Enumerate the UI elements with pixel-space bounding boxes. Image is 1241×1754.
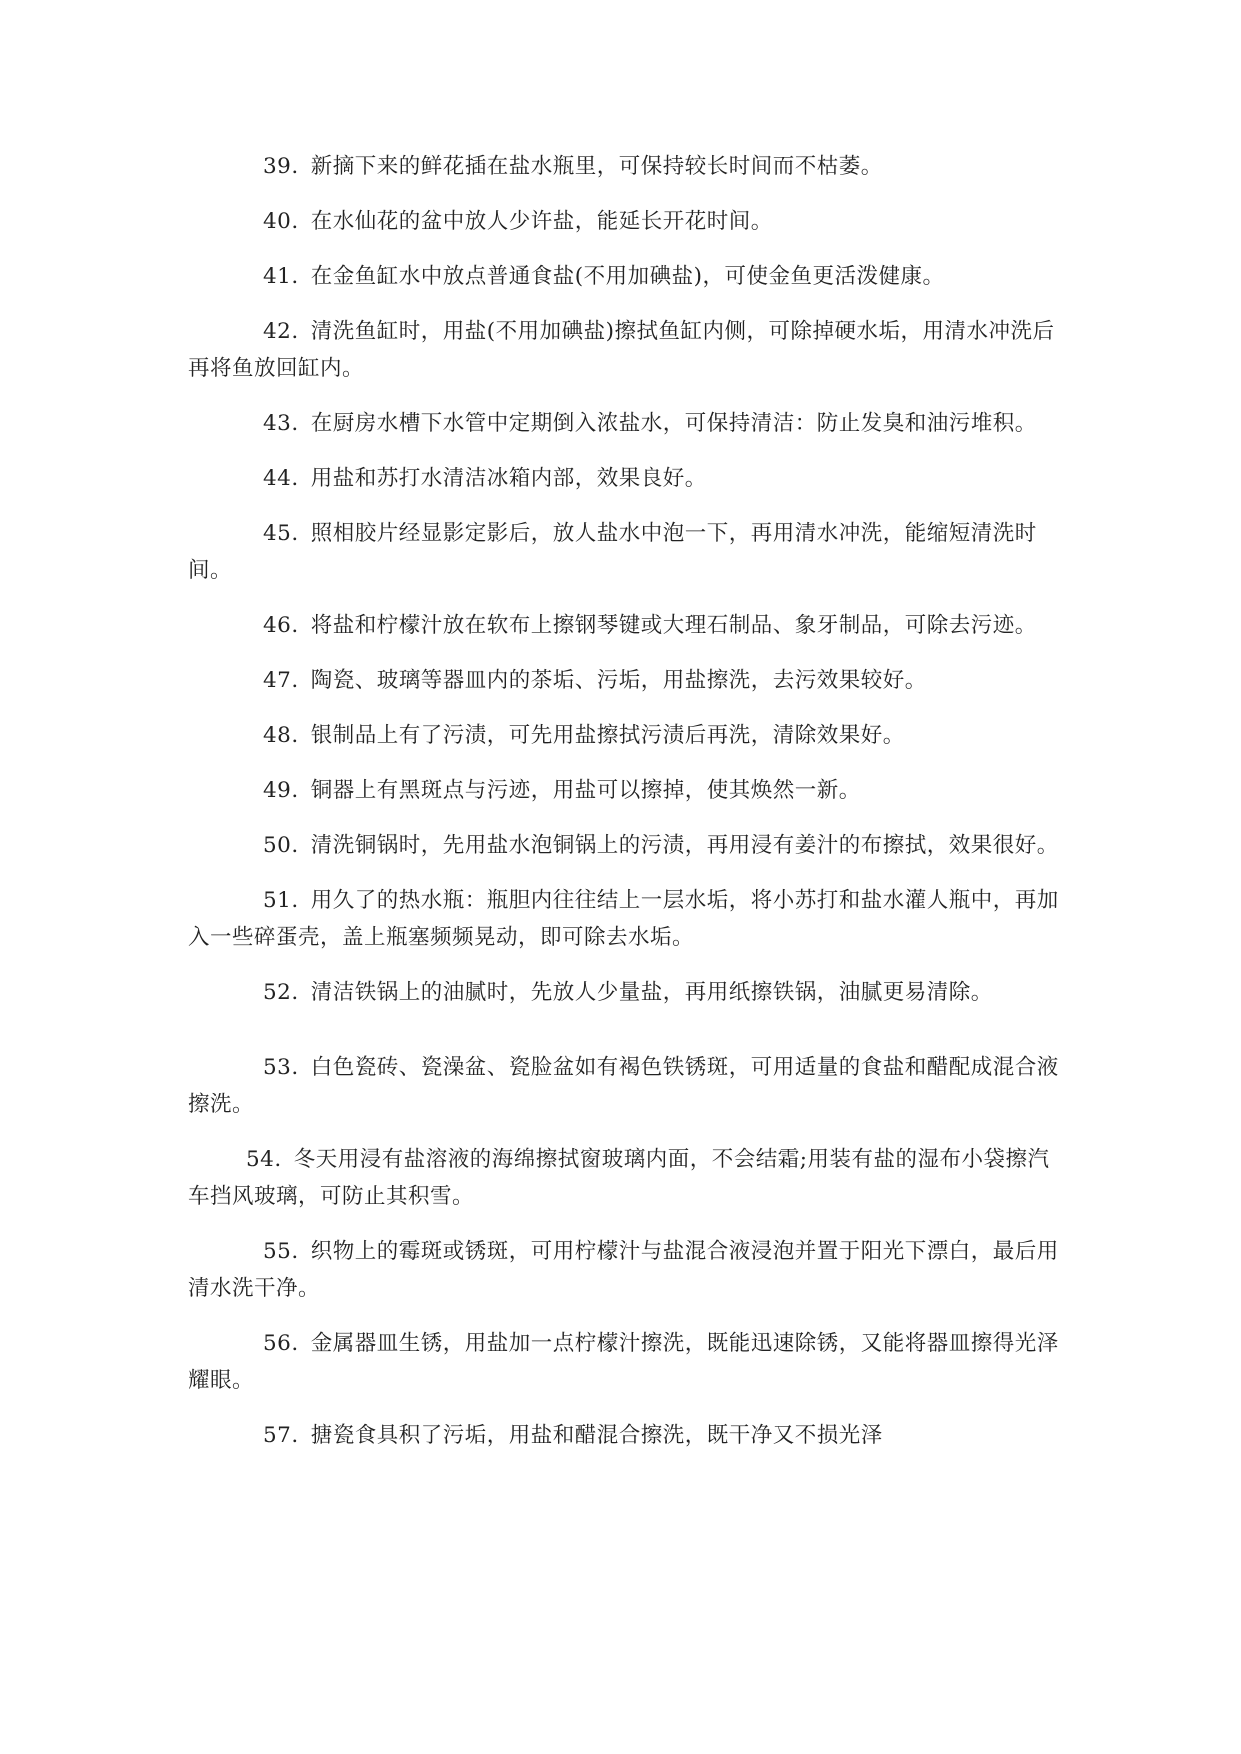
item-number: 43. bbox=[263, 411, 299, 436]
item-number: 47. bbox=[263, 668, 299, 693]
list-item bbox=[188, 662, 1068, 699]
item-text: 铜器上有黑斑点与污迹，用盐可以擦掉，使其焕然一新。 bbox=[310, 778, 861, 803]
item-text: 清洗铜锅时，先用盐水泡铜锅上的污渍，再用浸有姜汁的布擦拭，效果很好。 bbox=[310, 833, 1059, 858]
list-item bbox=[188, 515, 1068, 589]
item-number: 41. bbox=[263, 264, 299, 289]
item-text: 将盐和柠檬汁放在软布上擦钢琴键或大理石制品、象牙制品，可除去污迹。 bbox=[310, 613, 1037, 638]
item-number: 40. bbox=[263, 209, 299, 234]
item-text: 在厨房水槽下水管中定期倒入浓盐水，可保持清洁：防止发臭和油污堆积。 bbox=[310, 411, 1037, 436]
list-item bbox=[188, 1417, 1068, 1454]
list-item bbox=[188, 1141, 1068, 1215]
list-item bbox=[188, 717, 1068, 754]
list-item bbox=[188, 772, 1068, 809]
list-item bbox=[188, 974, 1068, 1011]
item-number: 44. bbox=[263, 466, 299, 491]
list-item bbox=[188, 827, 1068, 864]
item-text: 在金鱼缸水中放点普通食盐(不用加碘盐)，可使金鱼更活泼健康。 bbox=[310, 264, 945, 289]
item-number: 55. bbox=[263, 1239, 299, 1264]
list-item bbox=[188, 1049, 1068, 1123]
item-number: 42. bbox=[263, 319, 299, 344]
item-number: 50. bbox=[263, 833, 299, 858]
document-page bbox=[188, 148, 1068, 1472]
list-item bbox=[188, 405, 1068, 442]
item-number: 51. bbox=[263, 888, 299, 913]
list-item bbox=[188, 203, 1068, 240]
item-text: 新摘下来的鲜花插在盐水瓶里，可保持较长时间而不枯萎。 bbox=[310, 154, 883, 179]
item-number: 49. bbox=[263, 778, 299, 803]
list-item bbox=[188, 1233, 1068, 1307]
item-number: 48. bbox=[263, 723, 299, 748]
item-number: 53. bbox=[263, 1055, 299, 1080]
item-text: 金属器皿生锈，用盐加一点柠檬汁擦洗，既能迅速除锈，又能将器皿擦得光泽耀眼。 bbox=[188, 1331, 1059, 1393]
list-item bbox=[188, 460, 1068, 497]
item-text: 织物上的霉斑或锈斑，可用柠檬汁与盐混合液浸泡并置于阳光下漂白，最后用清水洗干净。 bbox=[188, 1239, 1059, 1301]
item-number: 54. bbox=[246, 1147, 282, 1172]
item-number: 39. bbox=[263, 154, 299, 179]
list-item bbox=[188, 1325, 1068, 1399]
item-text: 银制品上有了污渍，可先用盐擦拭污渍后再洗，清除效果好。 bbox=[310, 723, 905, 748]
list-item bbox=[188, 607, 1068, 644]
item-number: 56. bbox=[263, 1331, 299, 1356]
item-text: 陶瓷、玻璃等器皿内的茶垢、污垢，用盐擦洗，去污效果较好。 bbox=[310, 668, 927, 693]
list-item bbox=[188, 882, 1068, 956]
item-number: 57. bbox=[263, 1423, 299, 1448]
item-text: 搪瓷食具积了污垢，用盐和醋混合擦洗，既干净又不损光泽 bbox=[310, 1423, 883, 1448]
item-text: 用久了的热水瓶：瓶胆内往往结上一层水垢，将小苏打和盐水灌人瓶中，再加入一些碎蛋壳，盖上瓶塞频频晃动，即可除去水垢。 bbox=[188, 888, 1059, 950]
item-text: 照相胶片经显影定影后，放人盐水中泡一下，再用清水冲洗，能缩短清洗时间。 bbox=[188, 521, 1037, 583]
item-text: 用盐和苏打水清洁冰箱内部，效果良好。 bbox=[310, 466, 707, 491]
item-text: 清洁铁锅上的油腻时，先放人少量盐，再用纸擦铁锅，油腻更易清除。 bbox=[310, 980, 993, 1005]
item-number: 46. bbox=[263, 613, 299, 638]
item-number: 52. bbox=[263, 980, 299, 1005]
item-text: 冬天用浸有盐溶液的海绵擦拭窗玻璃内面，不会结霜;用装有盐的湿布小袋擦汽车挡风玻璃，可防止其积雪。 bbox=[188, 1147, 1050, 1209]
list-item bbox=[188, 313, 1068, 387]
item-text: 清洗鱼缸时，用盐(不用加碘盐)擦拭鱼缸内侧，可除掉硬水垢，用清水冲洗后再将鱼放回缸内。 bbox=[188, 319, 1055, 381]
list-item bbox=[188, 148, 1068, 185]
list-item bbox=[188, 258, 1068, 295]
item-text: 白色瓷砖、瓷澡盆、瓷脸盆如有褐色铁锈斑，可用适量的食盐和醋配成混合液擦洗。 bbox=[188, 1055, 1059, 1117]
item-number: 45. bbox=[263, 521, 299, 546]
item-text: 在水仙花的盆中放人少许盐，能延长开花时间。 bbox=[310, 209, 773, 234]
